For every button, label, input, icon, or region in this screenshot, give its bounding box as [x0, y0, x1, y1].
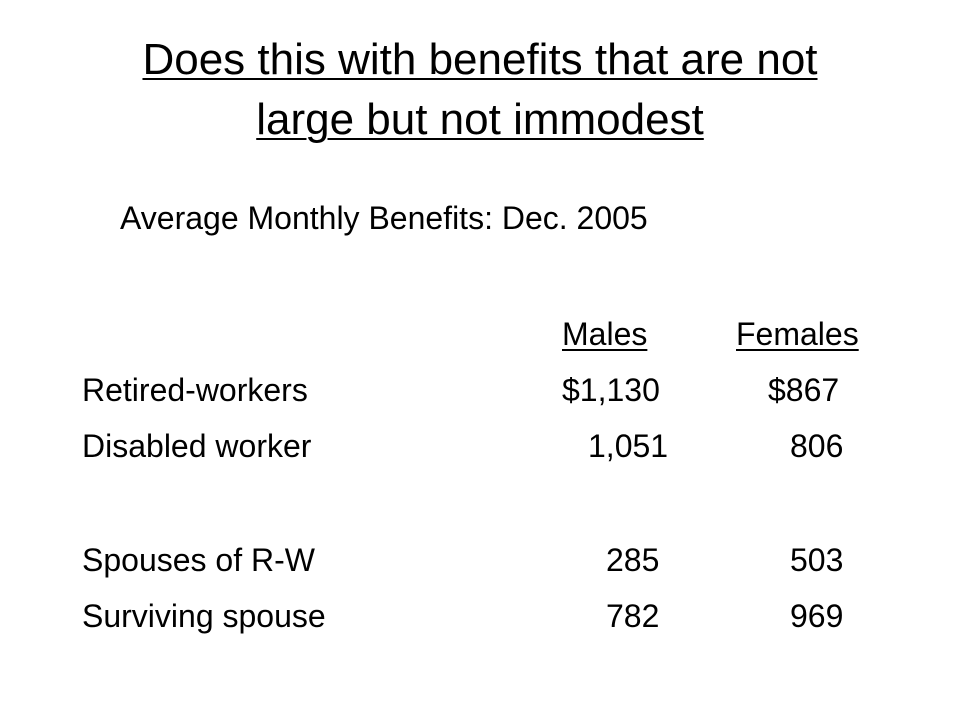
column-header-males: Males: [562, 316, 648, 352]
cell-spouses-of-rw-females: 503: [790, 542, 844, 578]
cell-retired-workers-males: $1,130: [562, 372, 660, 408]
title-line-2: large but not immodest: [256, 95, 704, 144]
cell-disabled-worker-males: 1,051: [588, 428, 669, 464]
cell-spouses-of-rw-males: 285: [606, 542, 660, 578]
cell-retired-workers-females: $867: [768, 372, 840, 408]
column-header-females: Females: [736, 316, 859, 352]
title-line-1: Does this with benefits that are not: [142, 35, 818, 84]
cell-surviving-spouse-females: 969: [790, 598, 844, 634]
cell-disabled-worker-females: 806: [790, 428, 844, 464]
table-caption: Average Monthly Benefits: Dec. 2005: [120, 200, 648, 236]
row-label-retired-workers: Retired-workers: [82, 372, 308, 408]
row-label-disabled-worker: Disabled worker: [82, 428, 312, 464]
cell-surviving-spouse-males: 782: [606, 598, 660, 634]
row-label-spouses-of-rw: Spouses of R-W: [82, 542, 315, 578]
row-label-surviving-spouse: Surviving spouse: [82, 598, 326, 634]
